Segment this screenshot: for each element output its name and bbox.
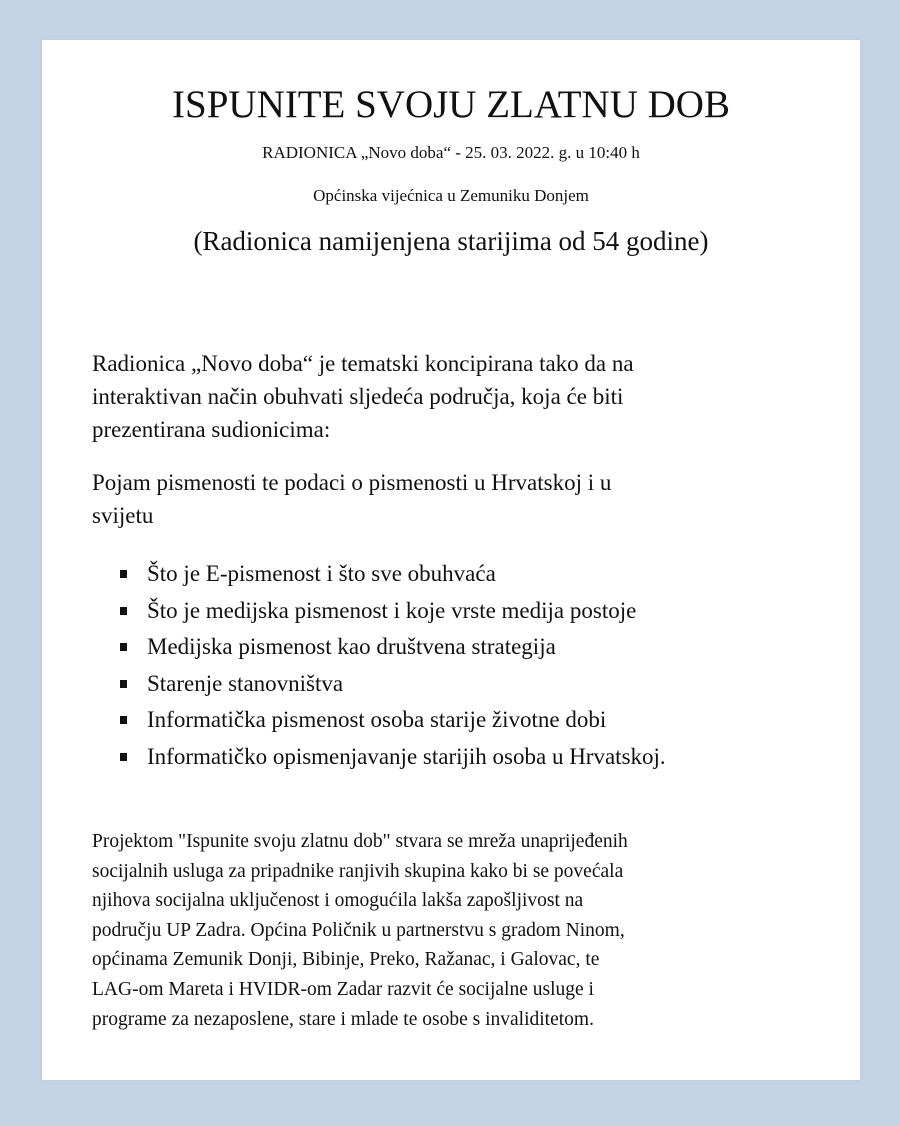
list-item: [120, 593, 666, 630]
project-line: općinama Zemunik Donji, Bibinje, Preko, Ražanac, i Galovac, te: [92, 949, 600, 971]
list-item: [120, 739, 666, 776]
bullet-square-icon: [120, 680, 127, 688]
project-paragraph: [92, 827, 832, 1034]
location-line: Općinska vijećnica u Zemuniku Donjem: [313, 186, 589, 205]
project-line: njihova socijalna uključenost i omogućila lakša zapošljivost na: [92, 890, 584, 912]
intro-line: prezentirana sudionicima:: [92, 417, 331, 442]
list-item-text: Informatička pismenost osoba starije životne dobi: [147, 707, 607, 732]
bullet-square-icon: [120, 570, 127, 578]
document-title: ISPUNITE SVOJU ZLATNU DOB: [172, 83, 730, 126]
document-panel: [42, 40, 860, 1080]
list-item-text: Što je E-pismenost i što sve obuhvaća: [147, 561, 496, 586]
event-line: RADIONICA „Novo doba“ - 25. 03. 2022. g. u 10:40 h: [262, 143, 640, 162]
list-item-text: Medijska pismenost kao društvena strategija: [147, 634, 556, 659]
audience-line: (Radionica namijenjena starijima od 54 godine): [193, 226, 709, 256]
list-item-text: Starenje stanovništva: [147, 670, 344, 696]
intro-line: Radionica „Novo doba“ je tematski koncipirana tako da na: [92, 351, 634, 376]
bullet-square-icon: [120, 716, 127, 724]
bullet-square-icon: [120, 643, 127, 651]
project-line: programe za nezaposlene, stare i mlade te osobe s invaliditetom.: [92, 1008, 594, 1030]
topics-list: [120, 556, 666, 775]
intro-line: interaktivan način obuhvati sljedeća područja, koja će biti: [92, 384, 624, 409]
bullet-square-icon: [120, 753, 127, 761]
list-item: [120, 556, 666, 593]
list-item-text: Što je medijska pismenost i koje vrste medija postoje: [147, 597, 637, 623]
project-line: socijalnih usluga za pripadnike ranjivih skupina kako bi se povećala: [92, 860, 624, 882]
list-item: [120, 629, 666, 666]
list-item: [120, 702, 666, 739]
topic-line: Pojam pismenosti te podaci o pismenosti u Hrvatskoj i u: [92, 470, 612, 495]
topic-line: svijetu: [92, 503, 154, 528]
topic-paragraph: [92, 466, 832, 532]
project-line: području UP Zadra. Općina Poličnik u partnerstvu s gradom Ninom,: [92, 919, 625, 941]
list-item-text: Informatičko opismenjavanje starijih osoba u Hrvatskoj.: [147, 743, 666, 769]
list-item: [120, 666, 666, 703]
bullet-square-icon: [120, 607, 127, 615]
intro-paragraph: [92, 347, 832, 446]
project-line: LAG-om Mareta i HVIDR-om Zadar razvit će socijalne usluge i: [92, 978, 594, 1000]
project-line: Projektom "Ispunite svoju zlatnu dob" stvara se mreža unaprijeđenih: [92, 831, 628, 852]
